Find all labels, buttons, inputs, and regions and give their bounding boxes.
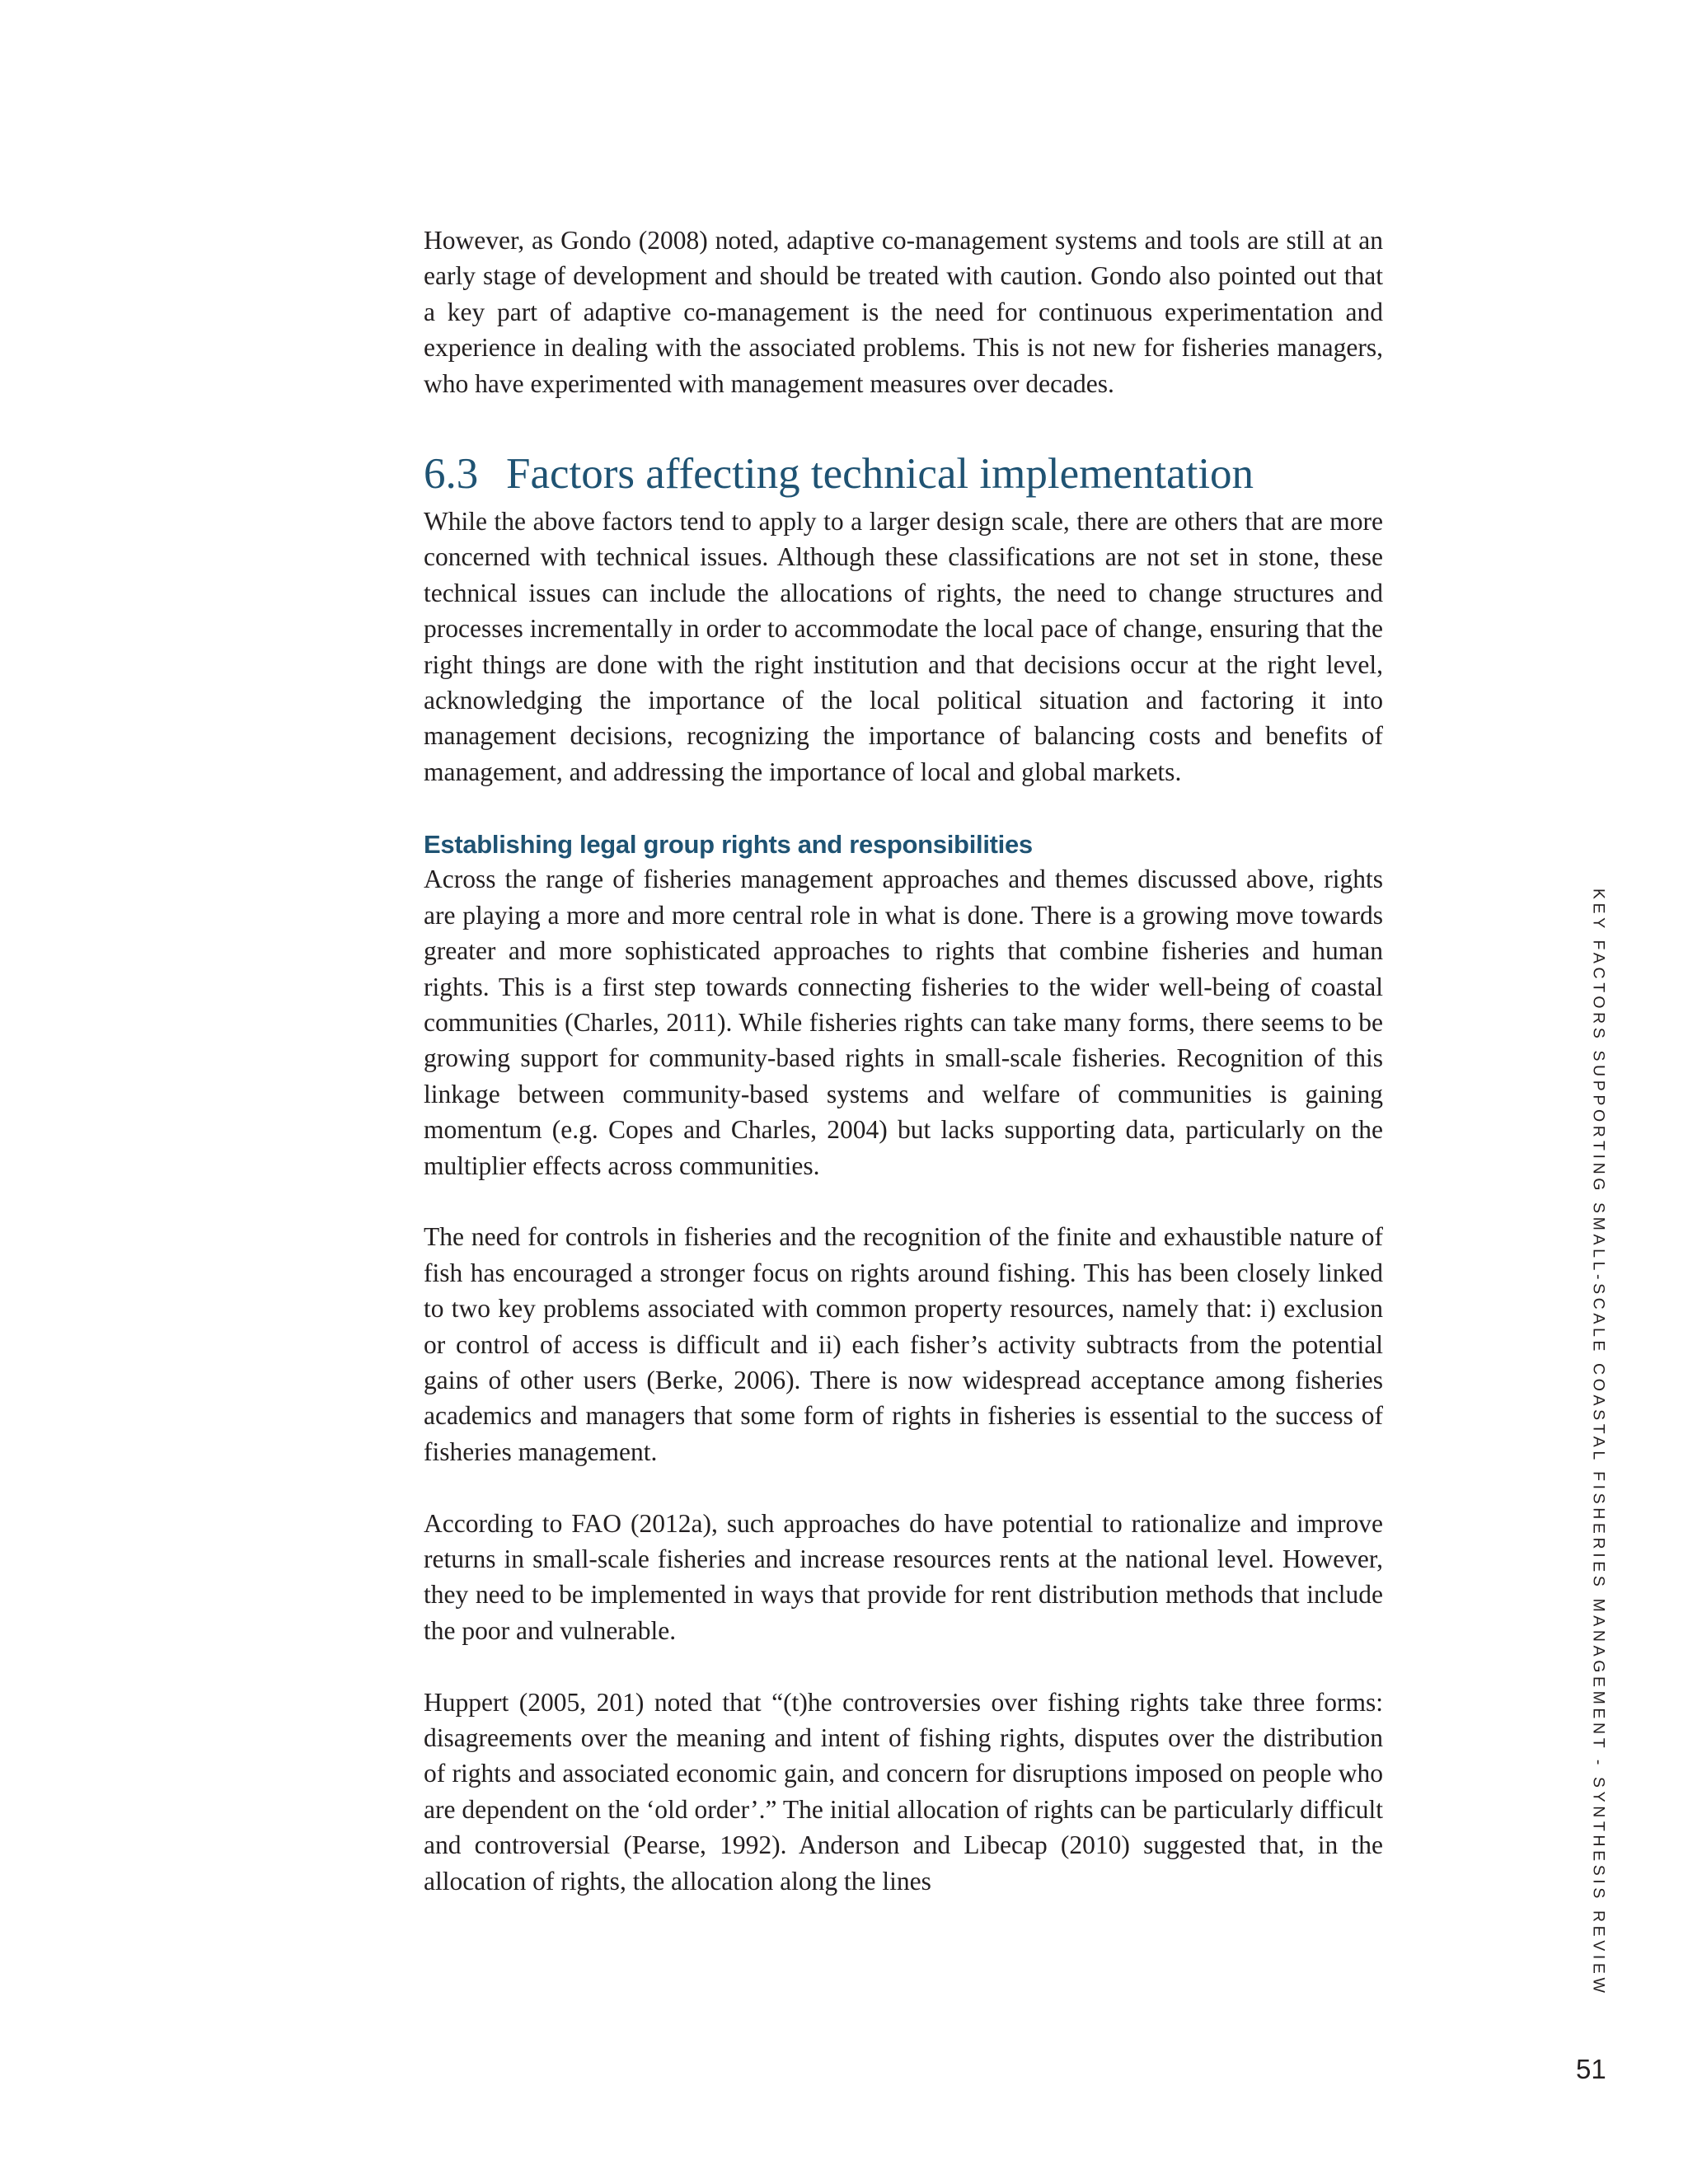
body-paragraph: Across the range of fisheries management approaches and themes discussed above, rights are playing a more and more central role in what is done. There is a growing move towards greater and more sophisticated approaches to rights that combine fisheries and human rights. This is a first step towards connecting fisheries to the wider well-being of coastal communities (Charles, 2011). While fisheries rights can take many forms, there seems to be growing support for community-based rights in small-scale fisheries. Recognition of this linkage between community-based systems and welfare of communities is gaining momentum (e.g. Copes and Charles, 2004) but lacks supporting data, particularly on the multiplier effects across communities.: [424, 865, 1383, 1180]
subsection-heading: Establishing legal group rights and responsibilities: [424, 830, 1033, 860]
section-title: Factors affecting technical implementation: [506, 450, 1254, 499]
section-heading: [424, 449, 1383, 499]
page-content: [424, 223, 1383, 1899]
intro-paragraph: However, as Gondo (2008) noted, adaptive co-management systems and tools are still at an early stage of development and should be treated with caution. Gondo also pointed out that a key part of adaptive co-management is the need for continuous experimentation and experience in dealing with the associated problems. This is not new for fisheries managers, who have experimented with management measures over decades.: [424, 226, 1383, 398]
body-paragraph: The need for controls in fisheries and the recognition of the finite and exhaustible nature of fish has encouraged a stronger focus on rights around fishing. This has been closely linked to two key problems associated with common property resources, namely that: i) exclusion or control of access is difficult and ii) each fisher’s activity subtracts from the potential gains of other users (Berke, 2006). There is now widespread acceptance among fisheries academics and managers that some form of rights in fisheries is essential to the success of fisheries management.: [424, 1222, 1383, 1466]
body-paragraph: Huppert (2005, 201) noted that “(t)he controversies over fishing rights take three forms: disagreements over the meaning and intent of fishing rights, disputes over the distribution of rights and associated economic gain, and concern for disruptions imposed on people who are dependent on the ‘old order’.” The initial allocation of rights can be particularly difficult and controversial (Pearse, 1992). Anderson and Libecap (2010) suggested that, in the allocation of rights, the allocation along the lines: [424, 1687, 1383, 1896]
page-number: 51: [1576, 2054, 1606, 2084]
section-number: 6.3: [424, 450, 479, 499]
body-paragraph: According to FAO (2012a), such approaches do have potential to rationalize and improve returns in small-scale fisheries and increase resources rents at the national level. However, they need to be implemented in ways that provide for rent distribution methods that include the poor and vulnerable.: [424, 1508, 1383, 1645]
running-side-title: KEY FACTORS SUPPORTING SMALL-SCALE COASTAL FISHERIES MANAGEMENT - SYNTHESIS REVIEW: [1589, 888, 1608, 1997]
section-paragraph: While the above factors tend to apply to a larger design scale, there are others that are more concerned with technical issues. Although these classifications are not set in stone, these technical issues can include the allocations of rights, the need to change structures and processes incrementally in order to accommodate the local pace of change, ensuring that the right things are done with the right institution and that decisions occur at the right level, acknowledging the importance of the local political situation and factoring it into management decisions, recognizing the importance of balancing costs and benefits of management, and addressing the importance of local and global markets.: [424, 507, 1383, 786]
